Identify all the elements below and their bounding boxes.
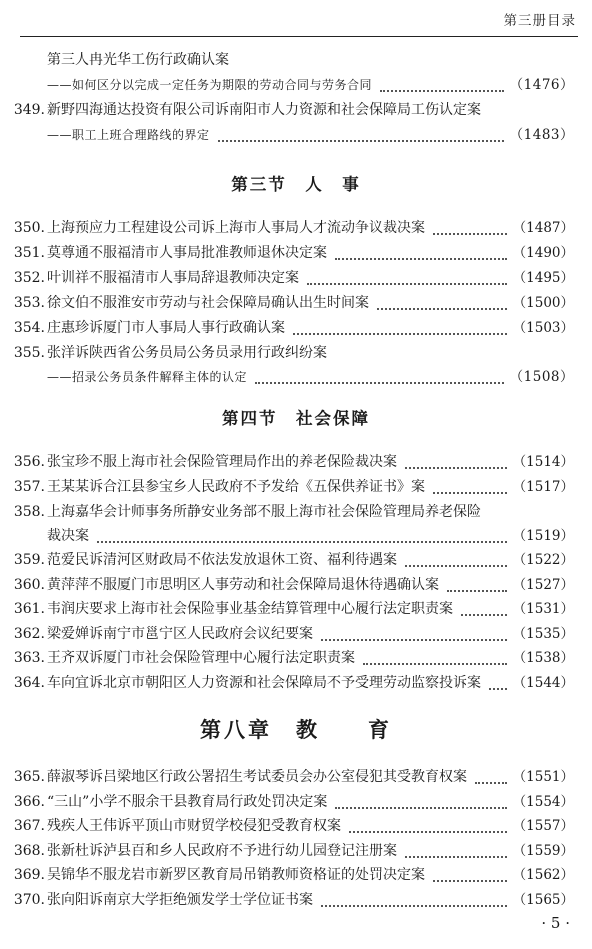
entry-title: 吴锦华不服龙岩市新罗区教育局吊销教师资格证的处罚决定案 — [47, 867, 425, 883]
entry-title: 上海嘉华会计师事务所静安业务部不服上海市社会保险管理局养老保险 — [47, 504, 481, 520]
entry-number: 353. — [13, 295, 45, 311]
toc-entry[interactable] — [0, 342, 592, 364]
page-header — [20, 0, 578, 37]
leader-dots — [461, 604, 507, 616]
entry-title: 残疾人王伟诉平顶山市财贸学校侵犯受教育权案 — [47, 818, 341, 834]
entry-number: 356. — [13, 454, 45, 470]
entry-page: （1531） — [512, 601, 574, 617]
entry-title: 徐文伯不服淮安市劳动与社会保障局确认出生时间案 — [47, 295, 369, 311]
entry-page: （1565） — [512, 892, 574, 908]
entry-title: 新野四海通达投资有限公司诉南阳市人力资源和社会保障局工伤认定案 — [47, 102, 481, 118]
leader-dots — [377, 298, 507, 310]
toc-entry[interactable] — [0, 549, 592, 571]
entry-number: 369. — [13, 867, 45, 883]
leader-dots — [321, 629, 507, 641]
leader-dots — [363, 653, 507, 665]
entry-page: （1535） — [512, 626, 574, 642]
entry-subtitle: ——职工上班合理路线的界定 — [47, 128, 210, 142]
toc-entry[interactable] — [0, 451, 592, 473]
leader-dots — [321, 895, 507, 907]
entry-page: （1490） — [512, 245, 574, 261]
leader-dots — [433, 223, 507, 235]
leader-dots — [335, 797, 507, 809]
entry-title: 梁爱婵诉南宁市邕宁区人民政府会议纪要案 — [47, 626, 313, 642]
leader-dots — [97, 531, 507, 543]
entry-page: （1554） — [512, 794, 574, 810]
leader-dots — [405, 846, 507, 858]
header-title: 第三册目录 — [503, 13, 576, 29]
entry-number: 368. — [13, 843, 45, 859]
toc-entry[interactable] — [0, 501, 592, 523]
toc-entry[interactable] — [0, 647, 592, 669]
entry-page: （1538） — [512, 650, 574, 666]
leader-dots — [447, 580, 507, 592]
toc-subtitle-row[interactable] — [0, 366, 592, 388]
toc-entry[interactable] — [0, 889, 592, 911]
leader-dots — [433, 870, 507, 882]
entry-page: （1487） — [512, 220, 574, 236]
entry-number: 354. — [13, 320, 45, 336]
entry-title: 裁决案 — [47, 528, 89, 544]
entry-title: 上海预应力工程建设公司诉上海市人事局人才流动争议裁决案 — [47, 220, 425, 236]
entry-number: 351. — [13, 245, 45, 261]
entry-number: 364. — [13, 675, 45, 691]
entry-title: 莫尊通不服福清市人事局批准教师退休决定案 — [47, 245, 327, 261]
entry-title: “三山”小学不服余干县教育局行政处罚决定案 — [47, 794, 328, 810]
toc-entry[interactable] — [0, 217, 592, 239]
toc-entry[interactable] — [0, 267, 592, 289]
toc-entry[interactable] — [0, 476, 592, 498]
entry-subtitle: ——如何区分以完成一定任务为期限的劳动合同与劳务合同 — [47, 78, 373, 92]
section-heading: 第四节 社会保障 — [222, 409, 370, 428]
toc-entry[interactable] — [0, 598, 592, 620]
chapter-heading: 第八章 教 育 — [200, 718, 392, 742]
entry-title: 张洋诉陕西省公务员局公务员录用行政纠纷案 — [47, 345, 327, 361]
entry-page: （1527） — [512, 577, 574, 593]
entry-number: 365. — [13, 769, 45, 785]
entry-title: 薛淑琴诉吕梁地区行政公署招生考试委员会办公室侵犯其受教育权案 — [47, 769, 467, 785]
entry-number: 360. — [13, 577, 45, 593]
entry-page: （1562） — [512, 867, 574, 883]
toc-entry[interactable] — [0, 242, 592, 264]
leader-dots — [489, 678, 507, 690]
leader-dots — [405, 457, 507, 469]
toc-entry[interactable] — [0, 317, 592, 339]
entry-number: 350. — [13, 220, 45, 236]
entry-title: 庄惠珍诉厦门市人事局人事行政确认案 — [47, 320, 285, 336]
entry-page: （1500） — [512, 295, 574, 311]
entry-page: （1495） — [512, 270, 574, 286]
toc-entry[interactable] — [0, 864, 592, 886]
toc-entry[interactable] — [0, 292, 592, 314]
toc-entry[interactable] — [0, 99, 592, 121]
entry-number: 362. — [13, 626, 45, 642]
entry-number: 352. — [13, 270, 45, 286]
toc-subtitle-row[interactable] — [0, 74, 592, 96]
leader-dots — [475, 772, 507, 784]
entry-number: 363. — [13, 650, 45, 666]
entry-page: （1551） — [512, 769, 574, 785]
entry-subtitle: ——招录公务员条件解释主体的认定 — [47, 370, 248, 384]
entry-number: 355. — [13, 345, 45, 361]
entry-page: （1519） — [512, 528, 574, 544]
entry-number: 361. — [13, 601, 45, 617]
entry-title: 张向阳诉南京大学拒绝颁发学士学位证书案 — [47, 892, 313, 908]
entry-page: （1559） — [512, 843, 574, 859]
toc-entry[interactable] — [0, 840, 592, 862]
entry-title: 黄萍萍不服厦门市思明区人事劳动和社会保障局退休待遇确认案 — [47, 577, 439, 593]
entry-number: 367. — [13, 818, 45, 834]
toc-entry[interactable] — [0, 766, 592, 788]
entry-title: 王齐双诉厦门市社会保险管理中心履行法定职责案 — [47, 650, 355, 666]
entry-page: （1557） — [512, 818, 574, 834]
entry-title: 范爱民诉清河区财政局不依法发放退休工资、福利待遇案 — [47, 552, 397, 568]
leader-dots — [307, 273, 507, 285]
leader-dots — [380, 80, 504, 92]
entry-page: （1483） — [509, 127, 574, 143]
entry-page: （1522） — [512, 552, 574, 568]
leader-dots — [255, 372, 504, 384]
toc-entry[interactable] — [0, 672, 592, 694]
entry-page: （1508） — [509, 369, 574, 385]
section-heading: 第三节 人 事 — [231, 175, 361, 194]
entry-number: 357. — [13, 479, 45, 495]
leader-dots — [405, 555, 507, 567]
toc-entry[interactable] — [0, 791, 592, 813]
entry-title: 张宝珍不服上海市社会保险管理局作出的养老保险裁决案 — [47, 454, 397, 470]
entry-page: （1503） — [512, 320, 574, 336]
entry-page: （1476） — [509, 77, 574, 93]
toc-entry[interactable] — [0, 574, 592, 596]
toc-entry[interactable] — [0, 49, 592, 71]
leader-dots — [335, 248, 507, 260]
entry-page: （1544） — [512, 675, 574, 691]
leader-dots — [293, 323, 507, 335]
leader-dots — [433, 482, 507, 494]
toc-entry[interactable] — [0, 525, 592, 547]
entry-number: 366. — [13, 794, 45, 810]
entry-title: 第三人冉光华工伤行政确认案 — [47, 52, 229, 68]
entry-page: （1514） — [512, 454, 574, 470]
toc-entry[interactable] — [0, 623, 592, 645]
entry-title: 韦润庆要求上海市社会保险事业基金结算管理中心履行法定职责案 — [47, 601, 453, 617]
entry-title: 车向宜诉北京市朝阳区人力资源和社会保障局不予受理劳动监察投诉案 — [47, 675, 481, 691]
entry-number: 359. — [13, 552, 45, 568]
entry-number: 349. — [13, 102, 45, 118]
entry-title: 王某某诉合江县参宝乡人民政府不予发给《五保供养证书》案 — [47, 479, 425, 495]
entry-number: 358. — [13, 504, 45, 520]
leader-dots — [218, 130, 504, 142]
leader-dots — [349, 821, 507, 833]
page-number: · 5 · — [541, 914, 570, 932]
entry-number: 370. — [13, 892, 45, 908]
toc-entry[interactable] — [0, 815, 592, 837]
toc-subtitle-row[interactable] — [0, 124, 592, 146]
entry-title: 张新杜诉泸县百和乡人民政府不予进行幼儿园登记注册案 — [47, 843, 397, 859]
entry-page: （1517） — [512, 479, 574, 495]
entry-title: 叶训祥不服福清市人事局辞退教师决定案 — [47, 270, 299, 286]
